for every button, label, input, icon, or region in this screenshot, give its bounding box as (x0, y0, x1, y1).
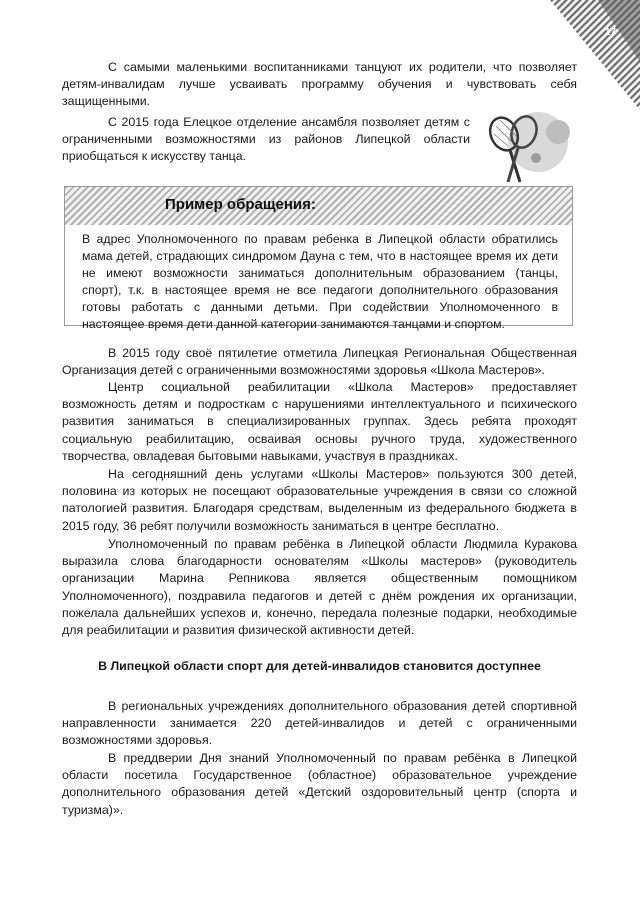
paragraph: В региональных учреждениях дополнительного образования детей спортивной направленности занимается 220 детей-инвалидов и детей с ограниченными возможностями здоровья. (62, 699, 577, 748)
paragraph: В преддверии Дня знаний Уполномоченный по правам ребёнка в Липецкой области посетила Государственное (областное) образовательное учреждение дополнительного образования детей «Детский оздоровительный центр (спорта и туризма)». (62, 751, 577, 817)
paragraph: С самыми маленькими воспитанниками танцуют их родители, что позволяет детям-инвалидам лучше усваивать программу обучения и чувствовать себя защищенными. (62, 60, 577, 109)
example-header (65, 187, 572, 225)
example-box (64, 186, 573, 331)
paragraph: В 2015 году своё пятилетие отметила Липецкая Региональная Общественная Организация детей с ограниченными возможностями здоровья «Школа Мастеров». (62, 346, 577, 378)
paragraph: Центр социальной реабилитации «Школа Мастеров» предоставляет возможность детям и подросткам с нарушениями интеллектуального и психического развития заниматься в специализированных группах. Здесь ребята проходят социальную реабилитацию, осваивая основы ручного труда, художественного творчества, овладевая бытовыми навыками, участвуя в праздниках. (62, 380, 577, 463)
section-heading: В Липецкой области спорт для детей-инвалидов становится доступнее (98, 659, 541, 673)
page-number: 17 (604, 27, 616, 38)
paragraph: На сегодняшний день услугами «Школы Мастеров» пользуются 300 детей, половина из которых не посещают образовательные учреждения в связи со сложной патологией развития. Благодаря средствам, выделенным из федерального бюджета в 2015 году, 36 ребят получили возможность заниматься в центре бесплатно. (62, 467, 577, 533)
tennis-rackets-icon (476, 112, 572, 188)
example-text: В адрес Уполномоченного по правам ребенка в Липецкой области обратились мама детей, страдающих синдромом Дауна с тем, что в настоящее время их дети не имеют возможности заниматься дополнительным образованием (танцы, спорт), т.к. в настоящее время не все педагоги дополнительного образования готовы работать с данными детьми. При содействии Уполномоченного в настоящее время дети данной категории занимаются танцами и спортом. (82, 232, 558, 331)
paragraph: Уполномоченный по правам ребёнка в Липецкой области Людмила Куракова выразила слова благодарности основателям «Школы мастеров» (руководитель организации Марина Репникова является общественным помощником Уполномоченного), поздравила педагогов и детей с днём рождения их организации, пожелала дальнейших успехов и, конечно, передала полезные подарки, необходимые для реабилитации и развития физической активности детей. (62, 537, 577, 638)
paragraph: С 2015 года Елецкое отделение ансамбля позволяет детям с ограниченными возможностями из районов Липецкой области приобщаться к искусству танца. (62, 115, 470, 164)
example-title: Пример обращения: (165, 196, 316, 213)
